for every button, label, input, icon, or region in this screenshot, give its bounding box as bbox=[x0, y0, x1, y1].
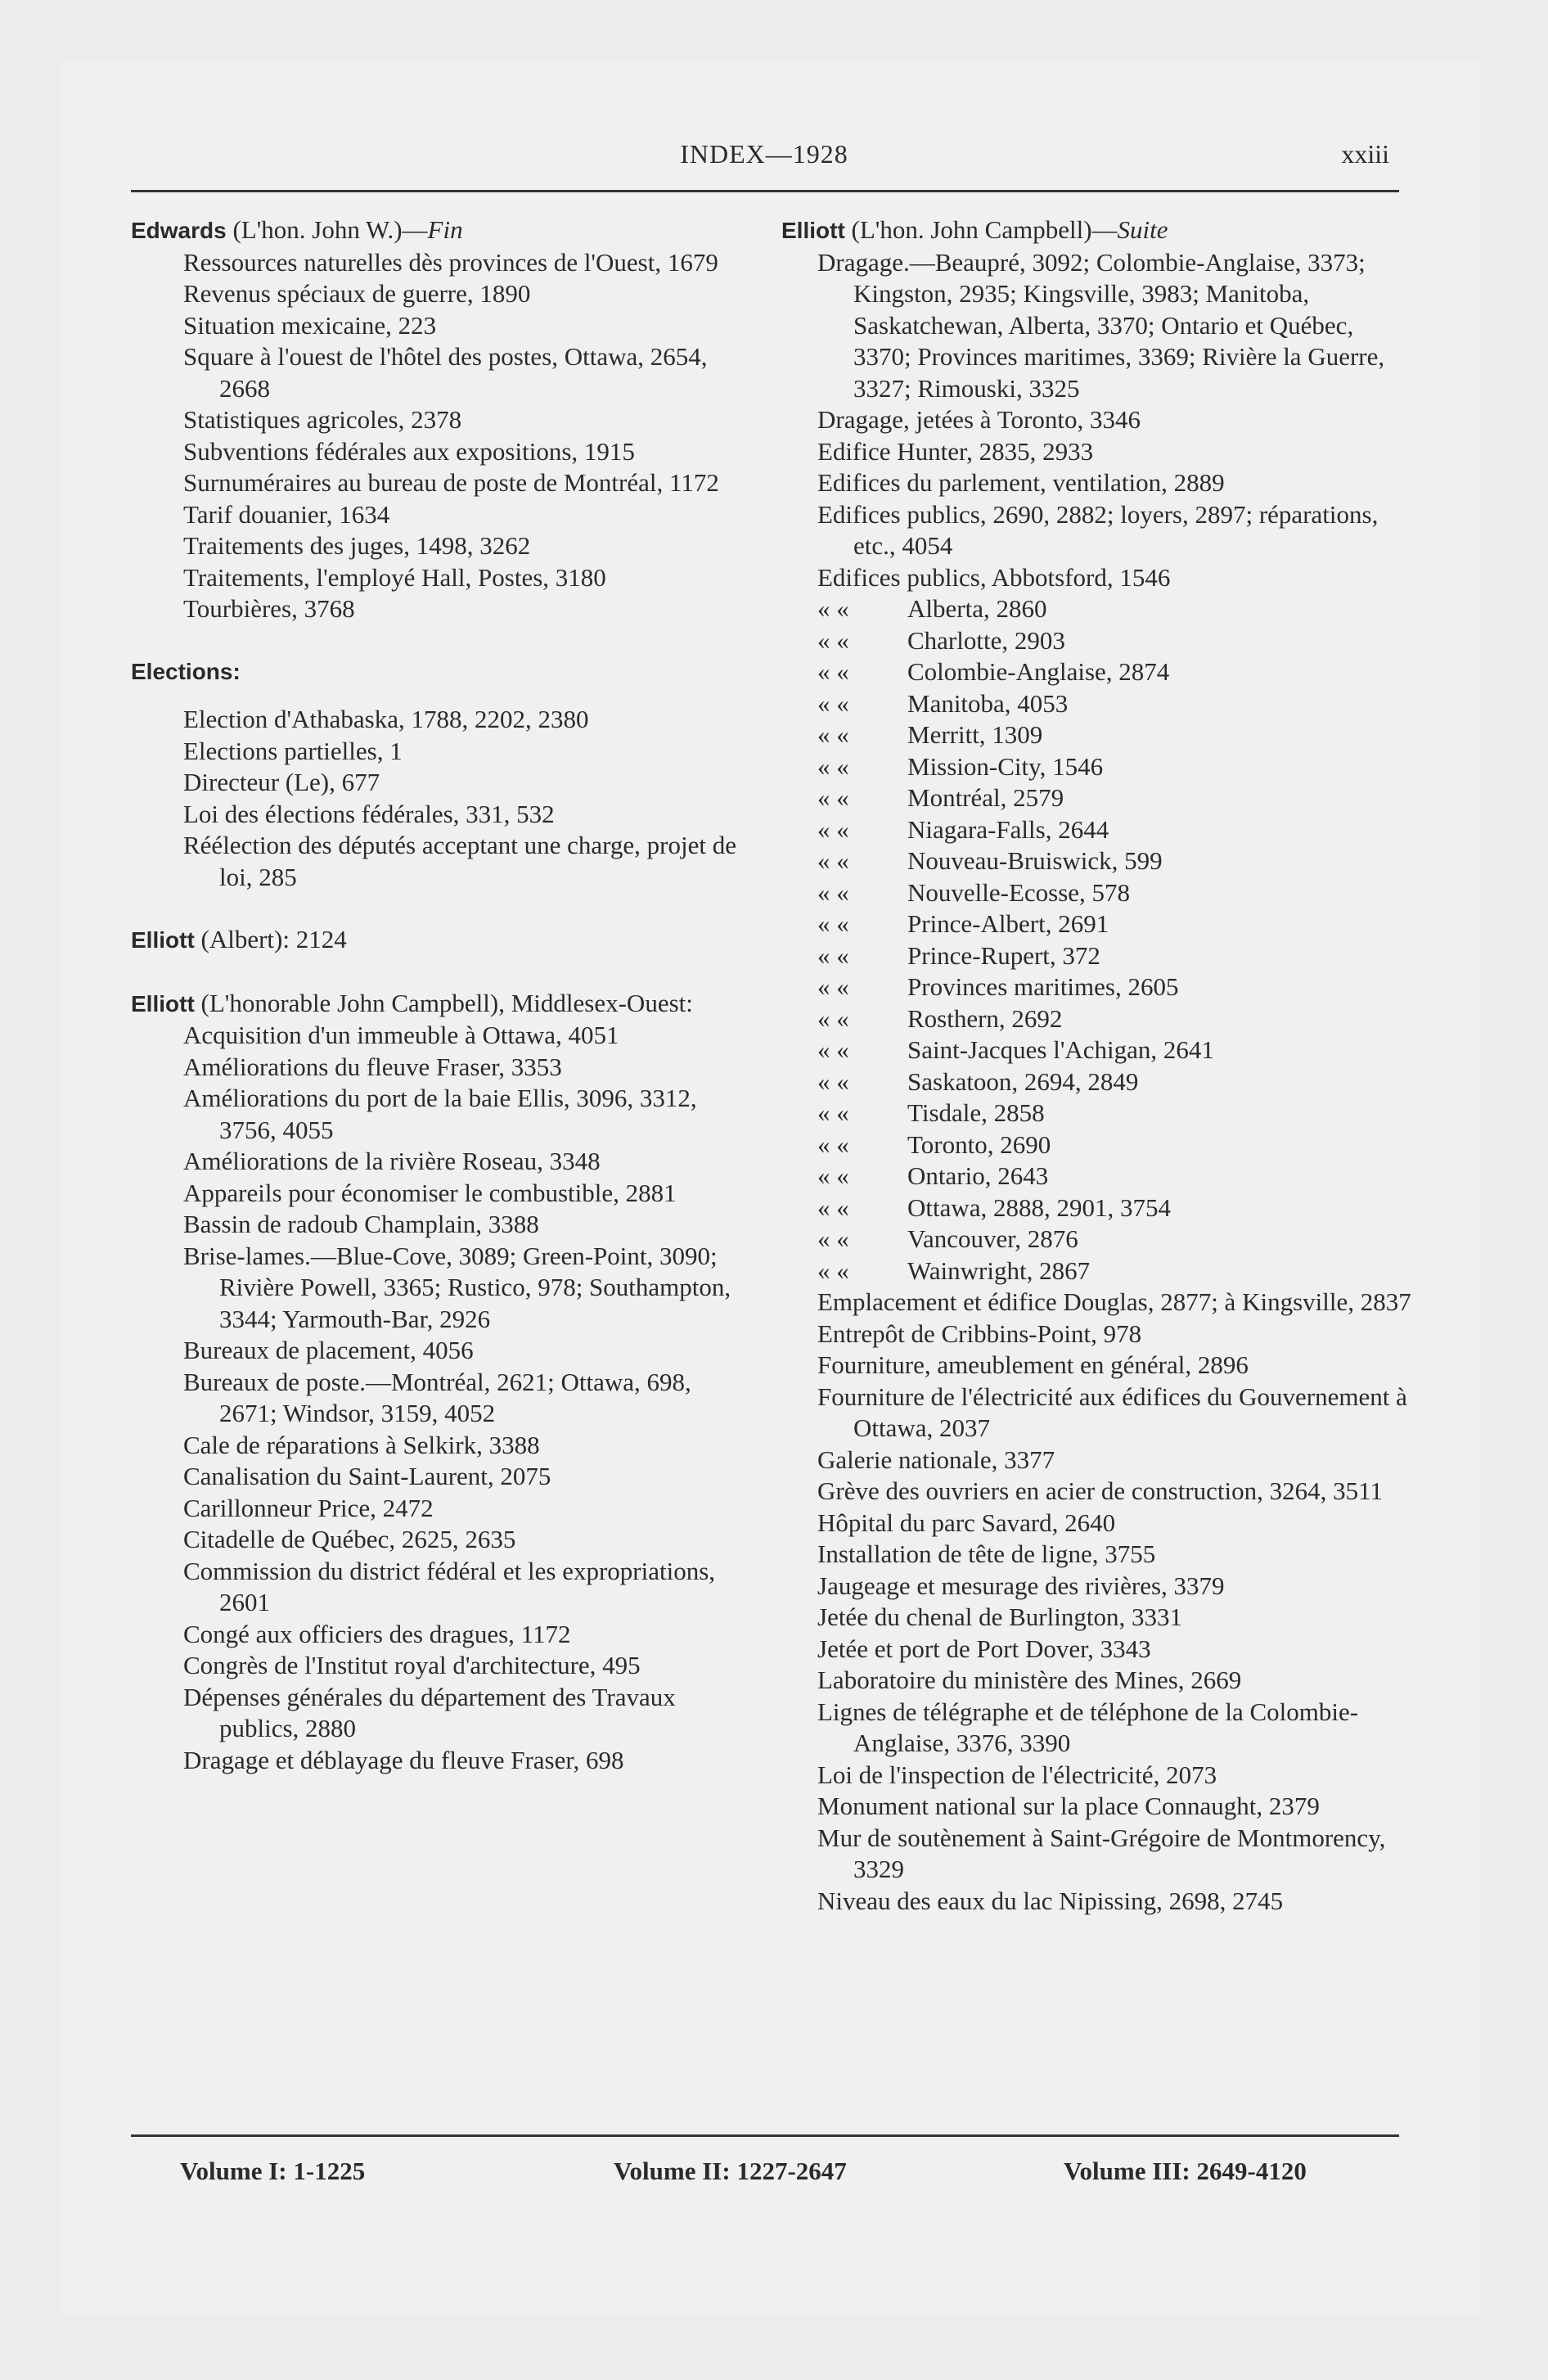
index-entry: Monument national sur la place Connaught, 2379 bbox=[817, 1792, 1320, 1820]
index-entry: Tarif douanier, 1634 bbox=[183, 499, 390, 529]
ditto-entry-text: Vancouver, 2876 bbox=[907, 1224, 1078, 1253]
ditto-entry-text: Niagara-Falls, 2644 bbox=[907, 814, 1109, 844]
index-entry: Canalisation du Saint-Laurent, 2075 bbox=[183, 1462, 551, 1490]
ditto-mark: « « bbox=[817, 657, 849, 686]
ditto-entry-text: Saint-Jacques l'Achigan, 2641 bbox=[907, 1035, 1214, 1064]
index-entry: Grève des ouvriers en acier de construction, 3264, 3511 bbox=[817, 1476, 1383, 1505]
volume-footer bbox=[131, 2157, 1399, 2197]
index-entry: Appareils pour économiser le combustible, 2881 bbox=[183, 1178, 677, 1207]
ditto-mark: « « bbox=[817, 720, 849, 749]
index-entry: Congé aux officiers des dragues, 1172 bbox=[183, 1619, 571, 1648]
ditto-mark: « « bbox=[817, 1003, 849, 1033]
ditto-mark: « « bbox=[817, 625, 849, 655]
index-entry-ditto bbox=[781, 1003, 1411, 1035]
index-entry-ditto bbox=[781, 814, 1411, 846]
index-entry: Améliorations de la rivière Roseau, 3348 bbox=[183, 1147, 601, 1175]
page-number: xxiii bbox=[1341, 139, 1389, 169]
ditto-entry-text: Mission-City, 1546 bbox=[907, 751, 1104, 781]
index-entry-ditto bbox=[781, 845, 1411, 877]
index-entry: Directeur (Le), 677 bbox=[183, 768, 380, 796]
index-entry-ditto bbox=[781, 782, 1411, 814]
ditto-entry-text: Nouveau-Bruiswick, 599 bbox=[907, 846, 1163, 875]
index-entry: Edifices du parlement, ventilation, 2889 bbox=[817, 468, 1225, 497]
index-entry-ditto bbox=[781, 625, 1411, 657]
ditto-entry-text: Manitoba, 4053 bbox=[907, 688, 1069, 718]
right-column bbox=[781, 214, 1411, 1917]
elliott-entries bbox=[131, 1020, 753, 1776]
index-entry: Dépenses générales du département des Travaux publics, 2880 bbox=[183, 1682, 676, 1742]
index-entry-ditto bbox=[781, 1129, 1411, 1161]
index-entry: Acquisition d'un immeuble à Ottawa, 4051 bbox=[183, 1021, 619, 1049]
ditto-entry-text: Provinces maritimes, 2605 bbox=[907, 972, 1179, 1001]
index-entry: Carillonneur Price, 2472 bbox=[183, 1493, 434, 1522]
ditto-entry-text: Ottawa, 2888, 2901, 3754 bbox=[907, 1192, 1172, 1222]
index-entry: Square à l'ouest de l'hôtel des postes, Ottawa, 2654, 2668 bbox=[183, 342, 708, 403]
ditto-entry-text: Prince-Albert, 2691 bbox=[907, 909, 1109, 938]
index-entry-ditto bbox=[781, 593, 1411, 625]
elections-entries bbox=[131, 704, 753, 893]
index-entry: Election d'Athabaska, 1788, 2202, 2380 bbox=[183, 705, 589, 733]
edifices-publics-ditto-entries bbox=[781, 593, 1411, 1287]
index-entry: Traitements des juges, 1498, 3262 bbox=[183, 531, 531, 560]
page-title: INDEX—1928 bbox=[680, 139, 848, 169]
index-entry-ditto bbox=[781, 1192, 1411, 1224]
index-entry: Edifice Hunter, 2835, 2933 bbox=[817, 436, 1094, 466]
index-entry-ditto bbox=[781, 1224, 1411, 1255]
index-entry-ditto bbox=[781, 719, 1411, 751]
index-entry: Subventions fédérales aux expositions, 1915 bbox=[183, 436, 635, 466]
index-entry-ditto bbox=[781, 908, 1411, 940]
ditto-mark: « « bbox=[817, 1255, 849, 1285]
index-entry-ditto bbox=[781, 940, 1411, 972]
left-column bbox=[131, 214, 753, 1776]
ditto-entry-text: Tisdale, 2858 bbox=[907, 1098, 1045, 1127]
ditto-mark: « « bbox=[817, 1129, 849, 1159]
index-entry: Bureaux de poste.—Montréal, 2621; Ottawa, 698, 2671; Windsor, 3159, 4052 bbox=[183, 1367, 691, 1427]
ditto-entry-text: Ontario, 2643 bbox=[907, 1161, 1049, 1190]
index-entry: Galerie nationale, 3377 bbox=[817, 1445, 1055, 1474]
ditto-entry-text: Saskatoon, 2694, 2849 bbox=[907, 1066, 1139, 1096]
ditto-mark: « « bbox=[817, 1035, 849, 1064]
index-entry: Surnuméraires au bureau de poste de Montréal, 1172 bbox=[183, 468, 719, 497]
index-heading-elliott-john: Elliott (L'honorable John Campbell), Middlesex-Ouest: bbox=[131, 988, 693, 1017]
index-entry: Commission du district fédéral et les expropriations, 2601 bbox=[183, 1556, 716, 1616]
index-entry-ditto bbox=[781, 688, 1411, 720]
index-entry: Entrepôt de Cribbins-Point, 978 bbox=[817, 1318, 1142, 1348]
ditto-mark: « « bbox=[817, 909, 849, 938]
index-entry-ditto bbox=[781, 1034, 1411, 1066]
index-entry: Réélection des députés acceptant une charge, projet de loi, 285 bbox=[183, 831, 736, 891]
index-entry: Edifices publics, 2690, 2882; loyers, 2897; réparations, etc., 4054 bbox=[817, 499, 1379, 560]
ditto-mark: « « bbox=[817, 846, 849, 875]
ditto-mark: « « bbox=[817, 688, 849, 718]
index-heading-elections: Elections: bbox=[131, 658, 241, 684]
ditto-entry-text: Toronto, 2690 bbox=[907, 1129, 1051, 1159]
index-entry-ditto bbox=[781, 1066, 1411, 1098]
ditto-entry-text: Prince-Rupert, 372 bbox=[907, 940, 1100, 970]
ditto-entry-text: Nouvelle-Ecosse, 578 bbox=[907, 877, 1131, 907]
ditto-mark: « « bbox=[817, 940, 849, 970]
index-entry-ditto bbox=[781, 1161, 1411, 1192]
index-entry: Tourbières, 3768 bbox=[183, 594, 355, 623]
index-entry: Situation mexicaine, 223 bbox=[183, 310, 437, 340]
header-rule bbox=[131, 190, 1399, 192]
volume-1: Volume I: 1-1225 bbox=[180, 2157, 366, 2185]
ditto-mark: « « bbox=[817, 594, 849, 623]
ditto-entry-text: Merritt, 1309 bbox=[907, 720, 1043, 749]
index-entry: Statistiques agricoles, 2378 bbox=[183, 405, 462, 434]
index-entry: Laboratoire du ministère des Mines, 2669 bbox=[817, 1666, 1242, 1694]
index-entry: Emplacement et édifice Douglas, 2877; à Kingsville, 2837 bbox=[817, 1287, 1411, 1316]
index-entry: Cale de réparations à Selkirk, 3388 bbox=[183, 1430, 540, 1459]
index-heading-elliott-cont: Elliott (L'hon. John Campbell)—Suite bbox=[781, 215, 1168, 244]
ditto-entry-text: Montréal, 2579 bbox=[907, 783, 1064, 812]
index-heading-elliott-albert: Elliott (Albert): 2124 bbox=[131, 925, 347, 953]
index-entry: Installation de tête de ligne, 3755 bbox=[817, 1539, 1156, 1568]
volume-2: Volume II: 1227-2647 bbox=[614, 2157, 847, 2185]
ditto-mark: « « bbox=[817, 1224, 849, 1253]
ditto-mark: « « bbox=[817, 1192, 849, 1222]
index-entry: Dragage, jetées à Toronto, 3346 bbox=[817, 405, 1141, 434]
index-entry: Lignes de télégraphe et de téléphone de la Colombie-Anglaise, 3376, 3390 bbox=[817, 1697, 1359, 1757]
index-entry: Dragage et déblayage du fleuve Fraser, 698 bbox=[183, 1745, 624, 1774]
index-entry: Jetée et port de Port Dover, 3343 bbox=[817, 1634, 1151, 1663]
ditto-entry-text: Colombie-Anglaise, 2874 bbox=[907, 657, 1170, 686]
ditto-mark: « « bbox=[817, 1066, 849, 1096]
index-entry: Citadelle de Québec, 2625, 2635 bbox=[183, 1525, 516, 1553]
index-entry: Brise-lames.—Blue-Cove, 3089; Green-Point, 3090; Rivière Powell, 3365; Rustico, 978; Southampton, 3344; Yarmouth-Bar, 2926 bbox=[183, 1241, 731, 1333]
index-entry: Dragage.—Beaupré, 3092; Colombie-Anglaise, 3373; Kingston, 2935; Kingsville, 3983; Manitoba, Saskatchewan, Alberta, 3370; Ontario et Québec, 3370; Provinces maritimes, 3369; Rivière la Guerre, 3327; Rimouski, 3325 bbox=[817, 247, 1385, 403]
index-entry: Edifices publics, Abbotsford, 1546 bbox=[817, 562, 1171, 592]
footer-rule bbox=[131, 2134, 1399, 2137]
ditto-mark: « « bbox=[817, 814, 849, 844]
edwards-entries bbox=[131, 247, 753, 625]
ditto-entry-text: Alberta, 2860 bbox=[907, 594, 1047, 623]
index-entry-ditto bbox=[781, 656, 1411, 688]
ditto-mark: « « bbox=[817, 1098, 849, 1127]
ditto-mark: « « bbox=[817, 877, 849, 907]
index-entry: Ressources naturelles dès provinces de l'Ouest, 1679 bbox=[183, 247, 718, 277]
ditto-entry-text: Wainwright, 2867 bbox=[907, 1255, 1091, 1285]
elliott-cont-entries-b bbox=[781, 1287, 1411, 1917]
index-entry: Hôpital du parc Savard, 2640 bbox=[817, 1508, 1116, 1537]
index-entry: Loi des élections fédérales, 331, 532 bbox=[183, 799, 555, 828]
index-entry: Traitements, l'employé Hall, Postes, 3180 bbox=[183, 562, 606, 592]
ditto-mark: « « bbox=[817, 1161, 849, 1190]
elliott-cont-entries-a bbox=[781, 247, 1411, 594]
index-entry: Bassin de radoub Champlain, 3388 bbox=[183, 1210, 539, 1238]
index-entry-ditto bbox=[781, 751, 1411, 783]
index-entry: Bureaux de placement, 4056 bbox=[183, 1336, 474, 1364]
index-entry: Mur de soutènement à Saint-Grégoire de Montmorency, 3329 bbox=[817, 1823, 1386, 1883]
index-entry: Fourniture, ameublement en général, 2896 bbox=[817, 1350, 1249, 1379]
index-entry: Améliorations du fleuve Fraser, 3353 bbox=[183, 1052, 562, 1081]
ditto-entry-text: Rosthern, 2692 bbox=[907, 1003, 1063, 1033]
index-entry: Fourniture de l'électricité aux édifices du Gouvernement à Ottawa, 2037 bbox=[817, 1382, 1407, 1442]
index-entry-ditto bbox=[781, 1098, 1411, 1129]
index-entry: Jaugeage et mesurage des rivières, 3379 bbox=[817, 1571, 1225, 1600]
index-entry-ditto bbox=[781, 877, 1411, 909]
index-entry-ditto bbox=[781, 971, 1411, 1003]
index-entry: Elections partielles, 1 bbox=[183, 736, 403, 765]
index-entry-ditto bbox=[781, 1255, 1411, 1287]
index-entry: Niveau des eaux du lac Nipissing, 2698, 2745 bbox=[817, 1886, 1284, 1915]
ditto-mark: « « bbox=[817, 751, 849, 781]
index-heading-edwards: Edwards (L'hon. John W.)—Fin bbox=[131, 215, 463, 244]
volume-3: Volume III: 2649-4120 bbox=[1064, 2157, 1307, 2185]
ditto-entry-text: Charlotte, 2903 bbox=[907, 625, 1065, 655]
page-header bbox=[131, 139, 1397, 188]
ditto-mark: « « bbox=[817, 972, 849, 1001]
index-entry: Jetée du chenal de Burlington, 3331 bbox=[817, 1602, 1182, 1631]
index-entry: Loi de l'inspection de l'électricité, 2073 bbox=[817, 1760, 1217, 1789]
index-entry: Améliorations du port de la baie Ellis, 3096, 3312, 3756, 4055 bbox=[183, 1084, 697, 1144]
index-entry: Revenus spéciaux de guerre, 1890 bbox=[183, 279, 531, 308]
ditto-mark: « « bbox=[817, 783, 849, 812]
index-entry: Congrès de l'Institut royal d'architecture, 495 bbox=[183, 1651, 641, 1679]
